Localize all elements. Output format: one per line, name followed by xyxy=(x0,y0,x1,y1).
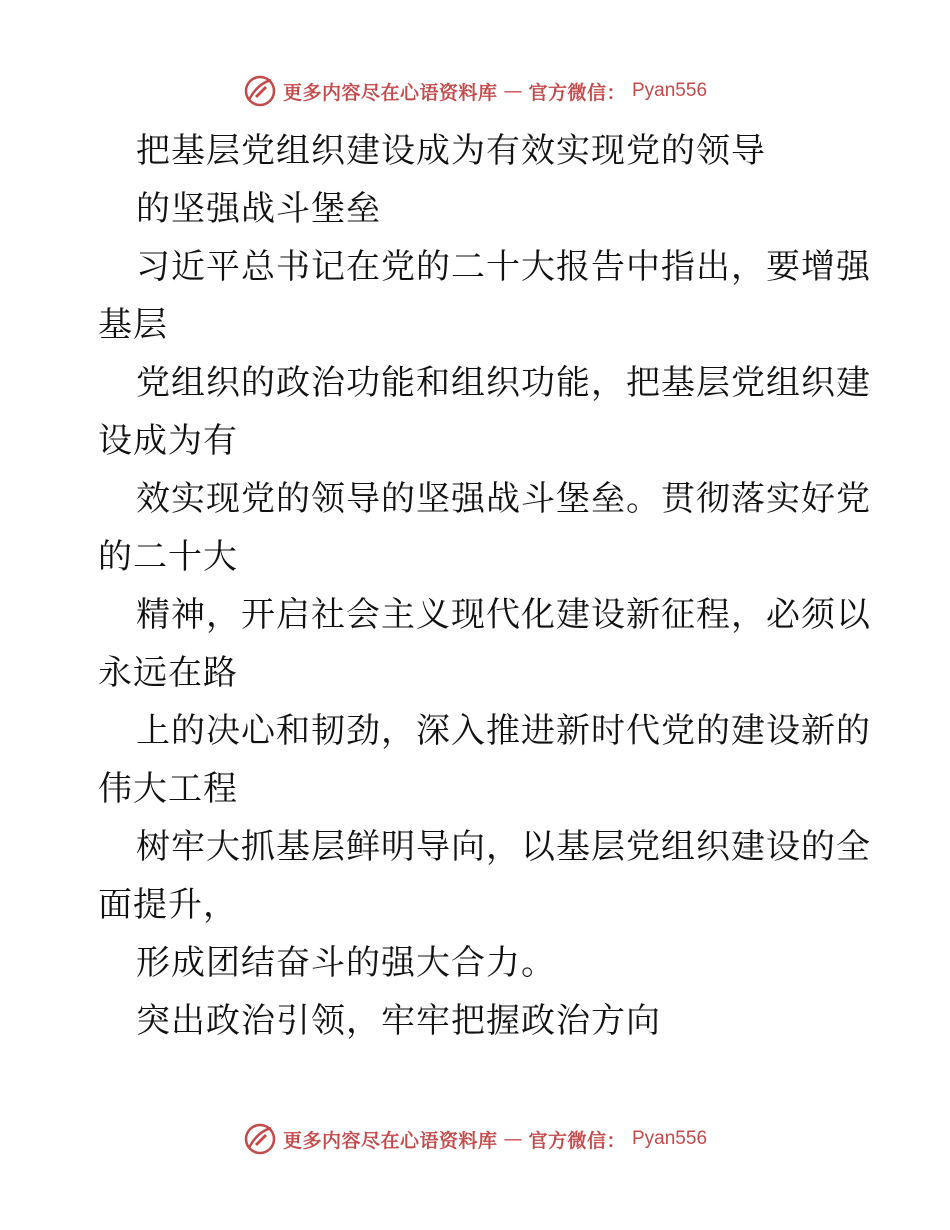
paragraph-line: 的二十大 xyxy=(98,537,238,577)
paragraph-line: 永远在路 xyxy=(98,653,238,693)
watermark-wechat-label: 官方微信： xyxy=(528,1129,626,1152)
paragraph-line: 设成为有 xyxy=(98,421,238,461)
watermark-text: 更多内容尽在心语资料库 xyxy=(282,81,498,104)
watermark-handle: Pyan556 xyxy=(632,80,708,101)
paragraph-line: 形成团结奋斗的强大合力。 xyxy=(136,943,556,983)
watermark-separator: — xyxy=(503,1128,523,1150)
paragraph-line: 突出政治引领，牢牢把握政治方向 xyxy=(136,1001,661,1041)
watermark-text: 更多内容尽在心语资料库 xyxy=(282,1129,498,1152)
paragraph-line: 上的决心和韧劲，深入推进新时代党的建设新的 xyxy=(136,711,871,751)
paragraph-line: 伟大工程 xyxy=(98,769,238,809)
paragraph-line: 的坚强战斗堡垒 xyxy=(136,189,381,229)
paragraph-line: 把基层党组织建设成为有效实现党的领导 xyxy=(136,131,766,171)
pen-logo-icon xyxy=(243,1122,277,1156)
header-watermark xyxy=(0,71,950,111)
paragraph-line: 习近平总书记在党的二十大报告中指出，要增强 xyxy=(136,247,871,287)
paragraph-line: 效实现党的领导的坚强战斗堡垒。贯彻落实好党 xyxy=(136,479,871,519)
watermark-wechat-label: 官方微信： xyxy=(528,81,626,104)
footer-watermark xyxy=(0,1119,950,1159)
paragraph-line: 精神，开启社会主义现代化建设新征程，必须以 xyxy=(136,595,871,635)
paragraph-line: 面提升， xyxy=(98,885,238,925)
document-body xyxy=(98,122,871,1050)
pen-logo-icon xyxy=(243,74,277,108)
paragraph-line: 树牢大抓基层鲜明导向，以基层党组织建设的全 xyxy=(136,827,871,867)
watermark-handle: Pyan556 xyxy=(632,1128,708,1149)
watermark-separator: — xyxy=(503,80,523,102)
paragraph-line: 党组织的政治功能和组织功能，把基层党组织建 xyxy=(136,363,871,403)
paragraph-line: 基层 xyxy=(98,305,168,345)
